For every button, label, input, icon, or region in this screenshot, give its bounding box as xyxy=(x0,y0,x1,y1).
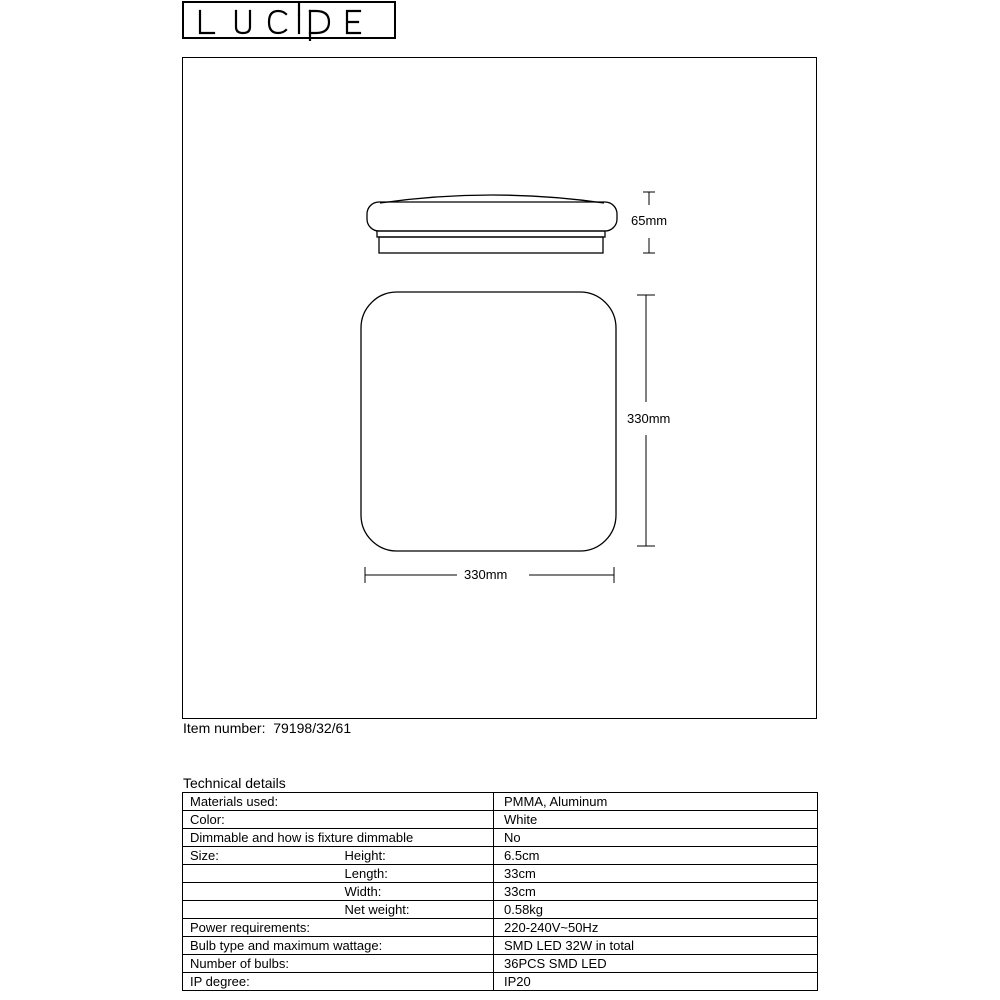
table-row xyxy=(183,901,818,919)
item-number-value: 79198/32/61 xyxy=(273,720,352,736)
table-row xyxy=(183,955,818,973)
spec-value: No xyxy=(494,829,818,847)
top-view-outline xyxy=(361,292,616,551)
spec-sublabel: Height: xyxy=(338,847,494,865)
side-view-base xyxy=(379,237,603,253)
spec-value: White xyxy=(494,811,818,829)
technical-details-table xyxy=(182,792,818,991)
spec-value: 220-240V~50Hz xyxy=(494,919,818,937)
table-row xyxy=(183,973,818,991)
spec-value: PMMA, Aluminum xyxy=(494,793,818,811)
spec-label: Color: xyxy=(183,811,494,829)
spec-value: 36PCS SMD LED xyxy=(494,955,818,973)
table-row xyxy=(183,865,818,883)
lucide-logo xyxy=(182,1,396,39)
spec-value: IP20 xyxy=(494,973,818,991)
spec-sublabel: Net weight: xyxy=(338,901,494,919)
spec-label xyxy=(183,901,338,919)
item-number-label: Item number: xyxy=(183,720,266,736)
side-view-body xyxy=(367,202,617,231)
spec-label: Size: xyxy=(183,847,338,865)
table-row xyxy=(183,793,818,811)
lucide-logo-lettering xyxy=(184,3,398,41)
item-number xyxy=(183,720,351,736)
spec-value: 0.58kg xyxy=(494,901,818,919)
table-row xyxy=(183,919,818,937)
spec-label: Dimmable and how is fixture dimmable xyxy=(183,829,494,847)
spec-value: 33cm xyxy=(494,883,818,901)
table-row xyxy=(183,883,818,901)
spec-label: Power requirements: xyxy=(183,919,494,937)
spec-sublabel: Length: xyxy=(338,865,494,883)
technical-drawing xyxy=(182,57,817,719)
spec-label: Materials used: xyxy=(183,793,494,811)
side-view-base-upper xyxy=(377,231,605,237)
height-dimension-label: 65mm xyxy=(631,213,668,228)
table-row xyxy=(183,811,818,829)
depth-dimension-label: 330mm xyxy=(627,411,671,426)
spec-label: Bulb type and maximum wattage: xyxy=(183,937,494,955)
width-dimension-label: 330mm xyxy=(464,567,508,582)
table-row xyxy=(183,847,818,865)
table-row xyxy=(183,937,818,955)
spec-label xyxy=(183,883,338,901)
spec-value: 6.5cm xyxy=(494,847,818,865)
spec-label: Number of bulbs: xyxy=(183,955,494,973)
technical-details-title: Technical details xyxy=(183,775,286,791)
spec-value: SMD LED 32W in total xyxy=(494,937,818,955)
table-row xyxy=(183,829,818,847)
spec-label: IP degree: xyxy=(183,973,494,991)
spec-sublabel: Width: xyxy=(338,883,494,901)
spec-label xyxy=(183,865,338,883)
fixture-drawing xyxy=(182,57,817,719)
spec-value: 33cm xyxy=(494,865,818,883)
